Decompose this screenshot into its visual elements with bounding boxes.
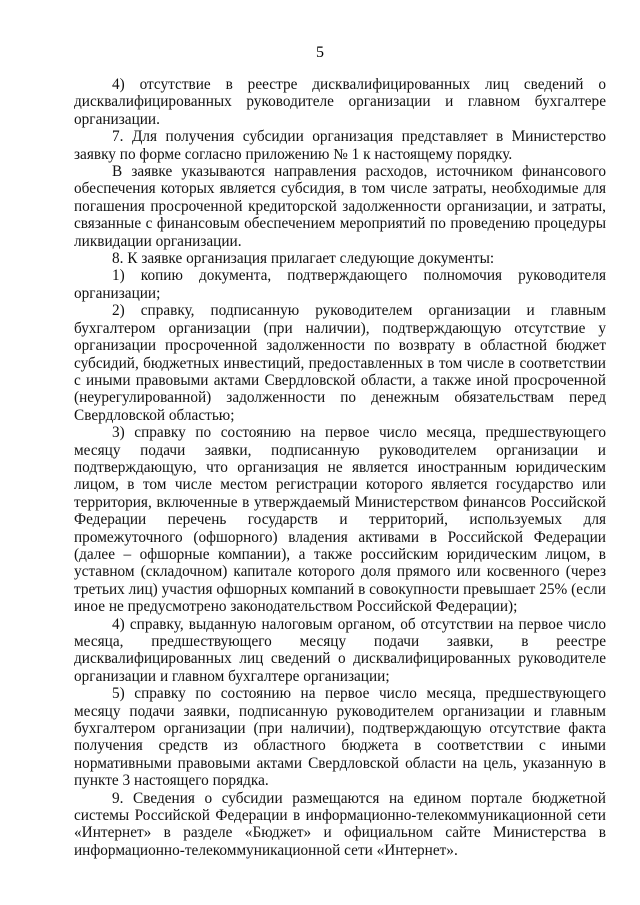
paragraph-clause-4-end: 4) отсутствие в реестре дисквалифицированных лиц сведений о дисквалифицированных руководителе организации и главном бухгалтере организации.: [74, 76, 606, 128]
paragraph-clause-9: 9. Сведения о субсидии размещаются на едином портале бюджетной системы Российской Федерации в информационно-телекоммуникационной сети «Интернет» в разделе «Бюджет» и официальном сайте Министерства в информационно-телекоммуникационной сети «Интернет».: [74, 789, 606, 859]
list-item-4: 4) справку, выданную налоговым органом, об отсутствии на первое число месяца, предшествующего месяцу подачи заявки, в реестре дисквалифицированных лиц сведений о дисквалифицированных руководителе организации и главном бухгалтере организации;: [74, 615, 606, 685]
document-body: [74, 76, 606, 859]
paragraph-application-contents: В заявке указываются направления расходов, источником финансового обеспечения которых является субсидия, в том числе затраты, необходимые для погашения просроченной кредиторской задолженности организации, и затраты, связанные с финансовым обеспечением мероприятий по проведению процедуры ликвидации организации.: [74, 163, 606, 250]
list-item-1: 1) копию документа, подтверждающего полномочия руководителя организации;: [74, 267, 606, 302]
list-item-3: 3) справку по состоянию на первое число месяца, предшествующего месяцу подачи заявки, подписанную руководителем организации и подтверждающую, что организация не является иностранным юридическим лицом, в том числе местом регистрации которого является государство или территория, включенные в утверждаемый Министерством финансов Российской Федерации перечень государств и территорий, используемых для промежуточного (офшорного) владения активами в Российской Федерации (далее – офшорные компании), а также российским юридическим лицом, в уставном (складочном) капитале которого доля прямого или косвенного (через третьих лиц) участия офшорных компаний в совокупности превышает 25% (если иное не предусмотрено законодательством Российской Федерации);: [74, 424, 606, 616]
list-item-5: 5) справку по состоянию на первое число месяца, предшествующего месяцу подачи заявки, подписанную руководителем организации и главным бухгалтером организации (при наличии), подтверждающую отсутствие факта получения средств из областного бюджета в соответствии с иными нормативными правовыми актами Свердловской области на цель, указанную в пункте 3 настоящего порядка.: [74, 685, 606, 790]
list-item-2: 2) справку, подписанную руководителем организации и главным бухгалтером организации (при наличии), подтверждающую отсутствие у организации просроченной задолженности по возврату в областной бюджет субсидий, бюджетных инвестиций, предоставленных в том числе в соответствии с иными правовыми актами Свердловской области, а также иной просроченной (неурегулированной) задолженности по денежным обязательствам перед Свердловской областью;: [74, 302, 606, 424]
paragraph-clause-7: 7. Для получения субсидии организация представляет в Министерство заявку по форме согласно приложению № 1 к настоящему порядку.: [74, 128, 606, 163]
paragraph-clause-8: 8. К заявке организация прилагает следующие документы:: [112, 250, 495, 268]
page-number: 5: [316, 44, 324, 61]
